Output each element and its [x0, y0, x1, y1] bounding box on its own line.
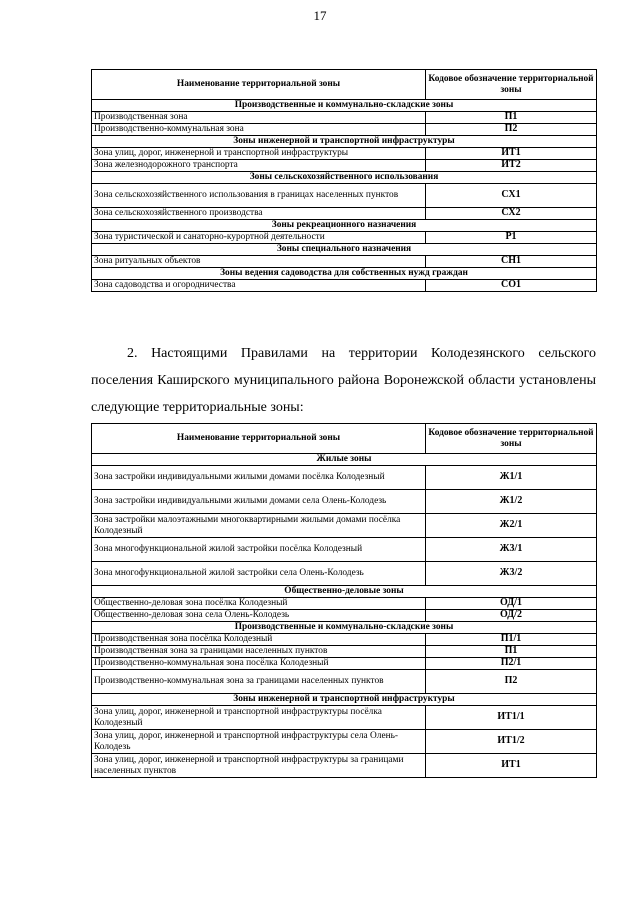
zone-name-cell: Зона садоводства и огородничества	[92, 280, 426, 292]
zone-name-cell: Зона туристической и санаторно-курортной деятельности	[92, 232, 426, 244]
zone-code-cell: СН1	[426, 256, 597, 268]
section-title: Зоны специального назначения	[92, 244, 597, 256]
zone-name-cell: Общественно-деловая зона посёлка Колодезный	[92, 598, 426, 610]
zone-name-cell: Зона сельскохозяйственного использования в границах населенных пунктов	[92, 184, 426, 208]
zone-name-cell: Зона застройки индивидуальными жилыми домами села Олень-Колодезь	[92, 490, 426, 514]
table-header-row	[92, 70, 597, 100]
zone-name-cell: Зона многофункциональной жилой застройки села Олень-Колодезь	[92, 562, 426, 586]
table-row	[92, 184, 597, 208]
section-row	[92, 586, 597, 598]
zone-code-cell: СХ1	[426, 184, 597, 208]
section-title: Зоны сельскохозяйственного использования	[92, 172, 597, 184]
zone-code-cell: ОД/1	[426, 598, 597, 610]
zone-name-cell: Зона улиц, дорог, инженерной и транспортной инфраструктуры	[92, 148, 426, 160]
body-paragraph	[91, 340, 596, 421]
table-row	[92, 706, 597, 730]
table-row	[92, 148, 597, 160]
zones-table-1	[91, 69, 597, 292]
zone-name-cell: Производственная зона	[92, 112, 426, 124]
zone-code-cell: Ж1/1	[426, 466, 597, 490]
zone-name-cell: Производственно-коммунальная зона за границами населенных пунктов	[92, 670, 426, 694]
zone-name-cell: Зона ритуальных объектов	[92, 256, 426, 268]
table-row	[92, 232, 597, 244]
zone-code-cell: ИТ2	[426, 160, 597, 172]
zone-code-cell: П2	[426, 670, 597, 694]
table-row	[92, 670, 597, 694]
table-row	[92, 562, 597, 586]
zones-table-2	[91, 423, 597, 778]
zone-name-cell: Производственно-коммунальная зона	[92, 124, 426, 136]
section-title: Зоны ведения садоводства для собственных нужд граждан	[92, 268, 597, 280]
header-zone-name: Наименование территориальной зоны	[92, 424, 426, 454]
zone-code-cell: П1	[426, 112, 597, 124]
table-row	[92, 490, 597, 514]
table-row	[92, 256, 597, 268]
zone-code-cell: ИТ1	[426, 754, 597, 778]
header-zone-name: Наименование территориальной зоны	[92, 70, 426, 100]
zone-name-cell: Общественно-деловая зона села Олень-Колодезь	[92, 610, 426, 622]
zone-code-cell: П1	[426, 646, 597, 658]
zone-code-cell: П2	[426, 124, 597, 136]
table-row	[92, 160, 597, 172]
table-row	[92, 730, 597, 754]
table-row	[92, 466, 597, 490]
section-row	[92, 172, 597, 184]
section-title: Общественно-деловые зоны	[92, 586, 597, 598]
zone-code-cell: ИТ1	[426, 148, 597, 160]
zone-code-cell: Р1	[426, 232, 597, 244]
section-title: Производственные и коммунально-складские зоны	[92, 100, 597, 112]
table-row	[92, 208, 597, 220]
section-row	[92, 694, 597, 706]
table-row	[92, 634, 597, 646]
zone-name-cell: Зона многофункциональной жилой застройки посёлка Колодезный	[92, 538, 426, 562]
zone-code-cell: Ж3/1	[426, 538, 597, 562]
zone-code-cell: ИТ1/2	[426, 730, 597, 754]
section-row	[92, 136, 597, 148]
header-zone-code: Кодовое обозначение территориальной зоны	[426, 424, 597, 454]
table-header-row	[92, 424, 597, 454]
zone-name-cell: Производственная зона посёлка Колодезный	[92, 634, 426, 646]
table-row	[92, 598, 597, 610]
paragraph-text: 2. Настоящими Правилами на территории Колодезянского сельского поселения Каширского муниципального района Воронежской области установлены следующие территориальные зоны:	[91, 346, 596, 415]
zone-name-cell: Зона улиц, дорог, инженерной и транспортной инфраструктуры посёлка Колодезный	[92, 706, 426, 730]
zone-name-cell: Зона улиц, дорог, инженерной и транспортной инфраструктуры села Олень-Колодезь	[92, 730, 426, 754]
zone-code-cell: ИТ1/1	[426, 706, 597, 730]
zone-code-cell: СО1	[426, 280, 597, 292]
zone-name-cell: Зона улиц, дорог, инженерной и транспортной инфраструктуры за границами населенных пунктов	[92, 754, 426, 778]
section-title: Жилые зоны	[92, 454, 597, 466]
table-row	[92, 646, 597, 658]
zone-name-cell: Зона застройки малоэтажными многоквартирными жилыми домами посёлка Колодезный	[92, 514, 426, 538]
section-row	[92, 454, 597, 466]
section-title: Зоны инженерной и транспортной инфраструктуры	[92, 694, 597, 706]
header-zone-code: Кодовое обозначение территориальной зоны	[426, 70, 597, 100]
zone-name-cell: Зона железнодорожного транспорта	[92, 160, 426, 172]
zone-code-cell: Ж1/2	[426, 490, 597, 514]
zone-name-cell: Зона сельскохозяйственного производства	[92, 208, 426, 220]
zone-name-cell: Производственная зона за границами населенных пунктов	[92, 646, 426, 658]
section-row	[92, 622, 597, 634]
zone-code-cell: СХ2	[426, 208, 597, 220]
section-title: Зоны рекреационного назначения	[92, 220, 597, 232]
page-number: 17	[313, 8, 327, 23]
section-row	[92, 220, 597, 232]
zone-code-cell: ОД/2	[426, 610, 597, 622]
table-row	[92, 658, 597, 670]
table-row	[92, 112, 597, 124]
table-row	[92, 124, 597, 136]
zone-code-cell: Ж2/1	[426, 514, 597, 538]
section-title: Зоны инженерной и транспортной инфраструктуры	[92, 136, 597, 148]
section-title: Производственные и коммунально-складские зоны	[92, 622, 597, 634]
zone-name-cell: Зона застройки индивидуальными жилыми домами посёлка Колодезный	[92, 466, 426, 490]
table-row	[92, 754, 597, 778]
table-row	[92, 514, 597, 538]
zone-code-cell: Ж3/2	[426, 562, 597, 586]
section-row	[92, 100, 597, 112]
table-row	[92, 280, 597, 292]
table-row	[92, 538, 597, 562]
zone-code-cell: П1/1	[426, 634, 597, 646]
zone-code-cell: П2/1	[426, 658, 597, 670]
section-row	[92, 268, 597, 280]
zone-name-cell: Производственно-коммунальная зона посёлка Колодезный	[92, 658, 426, 670]
table-row	[92, 610, 597, 622]
section-row	[92, 244, 597, 256]
